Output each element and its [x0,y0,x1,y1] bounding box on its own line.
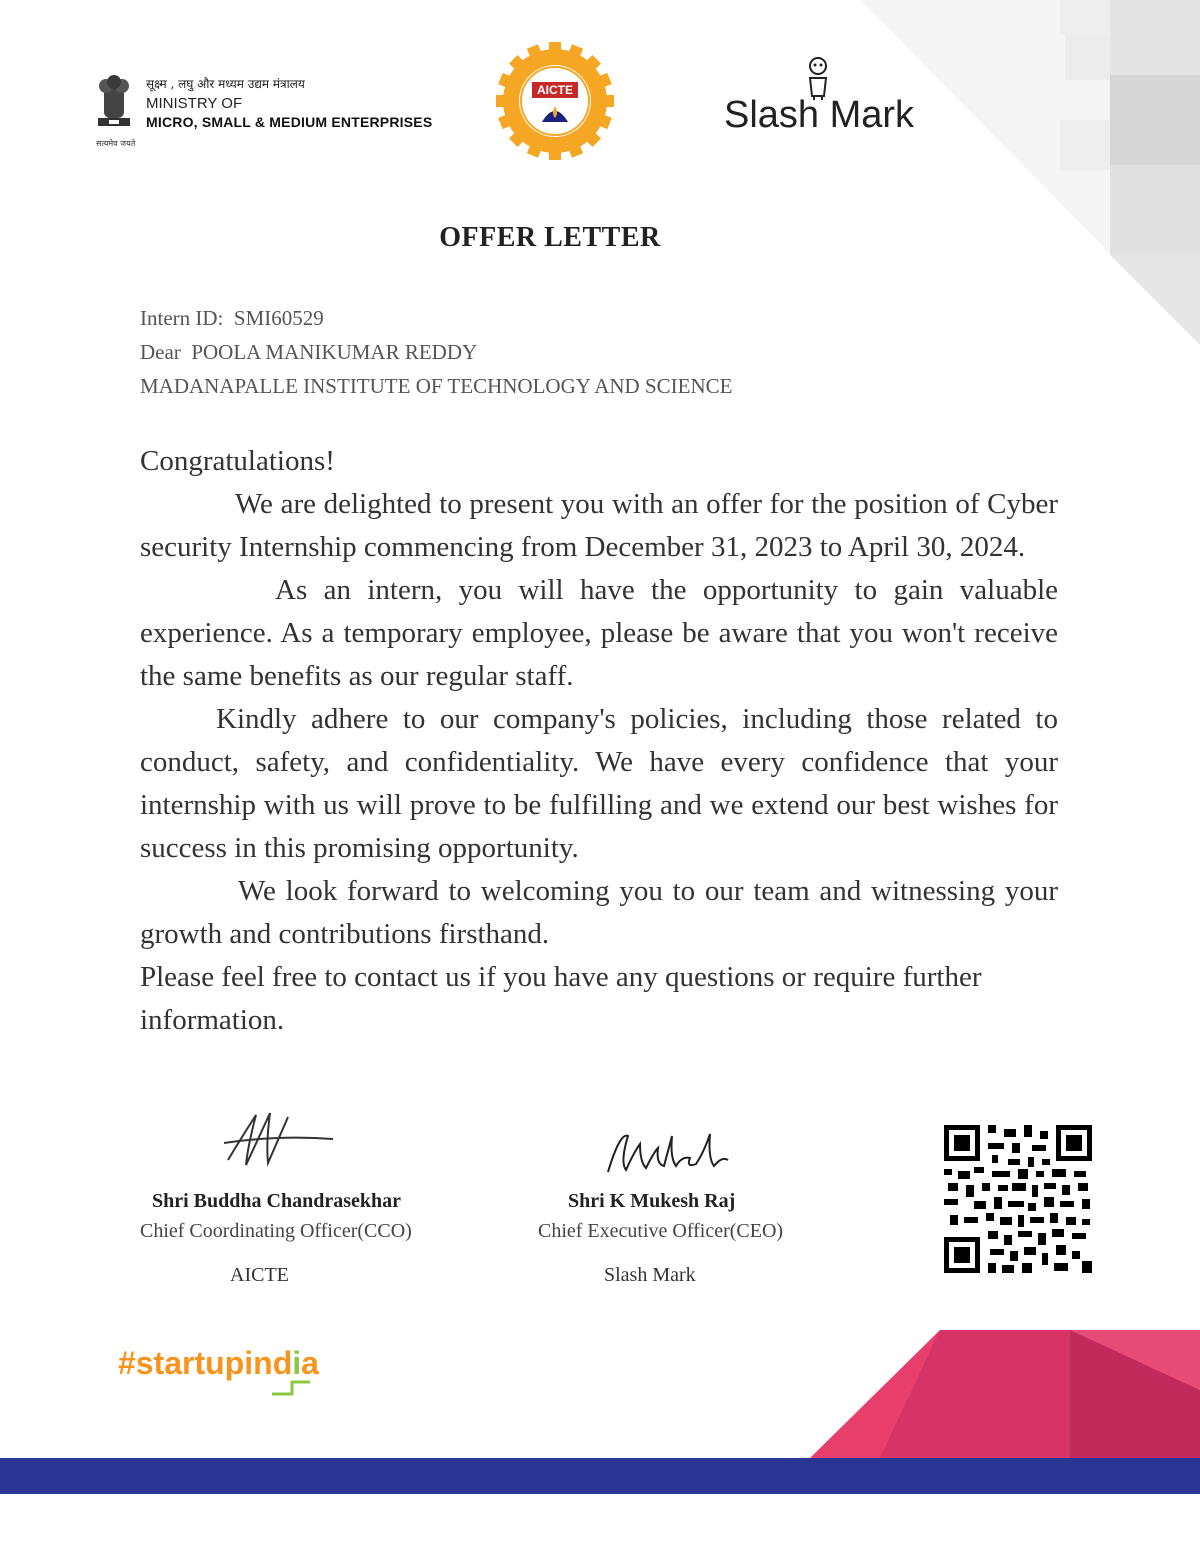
body-paragraph: We look forward to welcoming you to our team and witnessing your growth and contributions firsthand. [140,875,1058,950]
cco-role: Chief Coordinating Officer(CCO) [140,1220,412,1242]
startup-india-suffix: a [301,1345,319,1381]
ceo-name: Shri K Mukesh Raj [568,1190,736,1212]
body-paragraph: We are delighted to present you with an offer for the position of Cyber security Internship commencing from December 31, 2023 to April 30, 2024. [140,488,1058,563]
body-paragraph: Please feel free to contact us if you have any questions or require further information. [140,961,982,1036]
startup-india-prefix: #startupind [118,1345,293,1381]
intern-id-line [140,306,324,331]
aicte-logo [494,40,616,162]
body-paragraph: As an intern, you will have the opportunity to gain valuable experience. As a temporary employee, please be aware that you won't receive the same benefits as our regular staff. [140,574,1058,692]
institution-name: MADANAPALLE INSTITUTE OF TECHNOLOGY AND SCIENCE [140,374,733,398]
recipient-name: POOLA MANIKUMAR REDDY [191,340,478,364]
qr-code[interactable] [944,1125,1092,1273]
footer-bar [0,1458,1200,1494]
cco-signature [218,1105,338,1175]
emblem-motto: सत्यमेव जयते [96,139,136,148]
startup-india-logo [118,1345,319,1382]
intern-id-label: Intern ID: [140,306,224,330]
recipient-line [140,340,477,365]
ministry-label: MINISTRY OF [146,95,243,112]
ministry-hindi-text: सूक्ष्म , लघु और मध्यम उद्यम मंत्रालय [146,77,305,91]
cco-org: AICTE [230,1264,289,1286]
body-paragraph: Kindly adhere to our company's policies, including those related to conduct, safety, and confidentiality. We have every confidence that your internship with us will prove to be fulfilling and we extend our best wishes for success in this promising opportunity. [140,703,1058,864]
startup-india-underline-icon [270,1378,314,1398]
ceo-role: Chief Executive Officer(CEO) [538,1220,784,1242]
startup-india-i: i [292,1345,302,1381]
corner-decoration-top [860,0,1200,345]
page-title: OFFER LETTER [439,222,661,253]
company-logo-text: Slash Mark [724,94,915,136]
corner-decoration-bottom [810,1330,1200,1458]
greeting: Congratulations! [140,445,335,477]
cco-name: Shri Buddha Chandrasekhar [152,1190,401,1212]
ministry-name: MICRO, SMALL & MEDIUM ENTERPRISES [146,114,433,130]
ceo-org: Slash Mark [604,1264,696,1286]
aicte-badge-text: AICTE [537,83,573,97]
ceo-signature [600,1122,740,1182]
intern-id-value: SMI60529 [233,306,324,330]
dear-label: Dear [140,340,181,364]
national-emblem-icon [92,74,136,136]
letter-body [140,440,1058,1042]
